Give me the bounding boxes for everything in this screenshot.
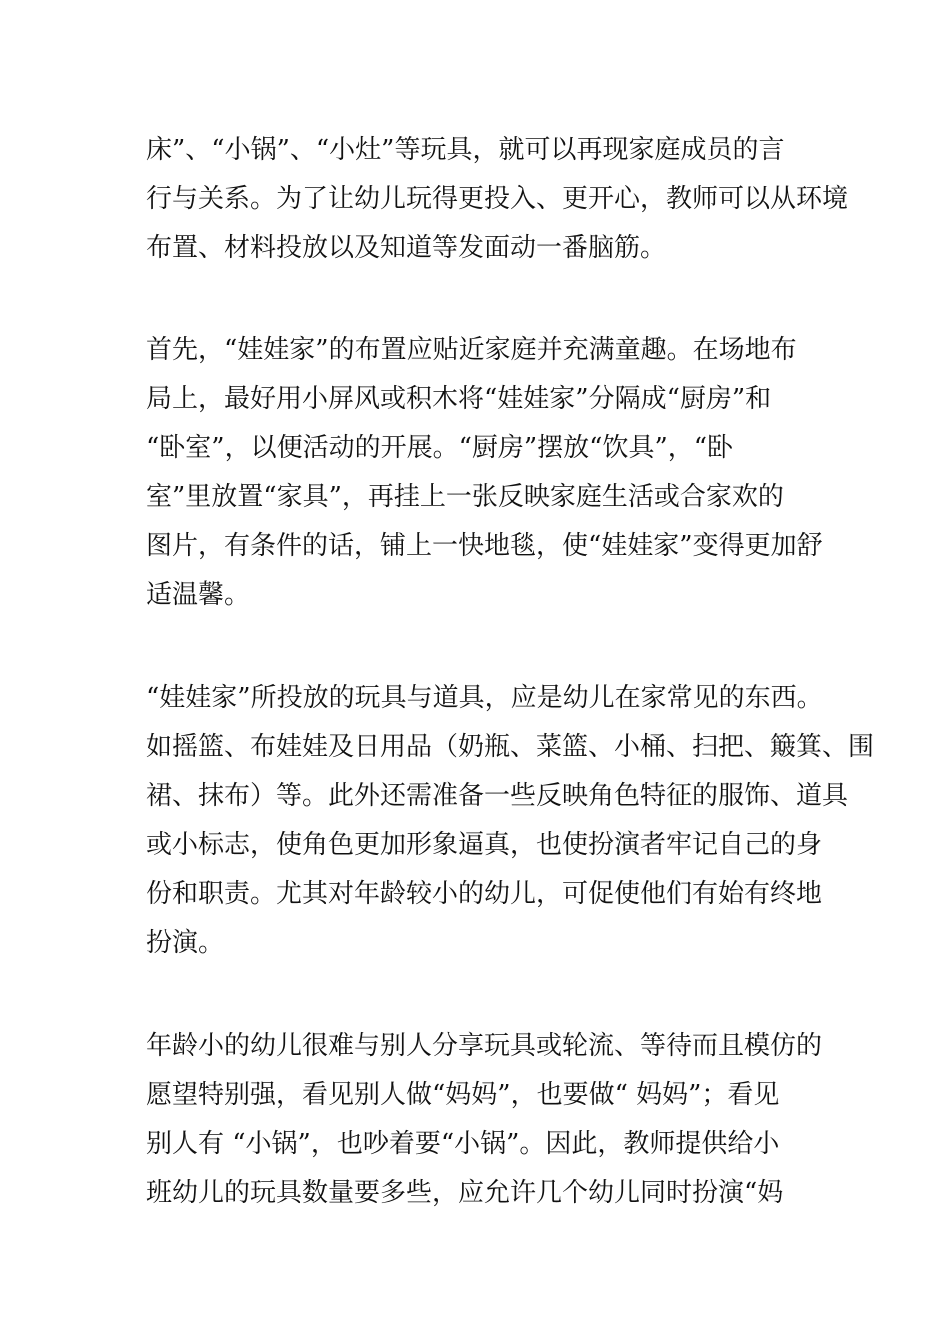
text-line: 局上，最好用小屏风或积木将“娃娃家”分隔成“厨房”和 bbox=[146, 384, 772, 414]
text-line: 室”里放置“家具”，再挂上一张反映家庭生活或合家欢的 bbox=[146, 482, 784, 512]
text-line: “娃娃家”所投放的玩具与道具，应是幼儿在家常见的东西。 bbox=[146, 683, 823, 713]
paragraph-4 bbox=[146, 1022, 823, 1218]
text-line: 裙、抹布）等。此外还需准备一些反映角色特征的服饰、道具 bbox=[146, 781, 849, 811]
paragraph-3 bbox=[146, 674, 875, 968]
text-line: 图片，有条件的话，铺上一快地毯，使“娃娃家”变得更加舒 bbox=[146, 531, 823, 561]
text-line: 别人有 “小锅”，也吵着要“小锅”。因此，教师提供给小 bbox=[146, 1129, 780, 1159]
text-line: 布置、材料投放以及知道等发面动一番脑筋。 bbox=[146, 233, 667, 263]
text-line: “卧室”，以便活动的开展。“厨房”摆放“饮具”，“卧 bbox=[146, 433, 734, 463]
paragraph-2 bbox=[146, 326, 823, 620]
text-line: 班幼儿的玩具数量要多些，应允许几个幼儿同时扮演“妈 bbox=[146, 1178, 784, 1208]
text-line: 适温馨。 bbox=[146, 580, 251, 610]
text-line: 年龄小的幼儿很难与别人分享玩具或轮流、等待而且模仿的 bbox=[146, 1031, 823, 1061]
text-line: 行与关系。为了让幼儿玩得更投入、更开心，教师可以从环境 bbox=[146, 184, 849, 214]
text-line: 如摇篮、布娃娃及日用品（奶瓶、菜篮、小桶、扫把、簸箕、围 bbox=[146, 732, 875, 762]
text-line: 份和职责。尤其对年龄较小的幼儿，可促使他们有始有终地 bbox=[146, 879, 823, 909]
text-line: 愿望特别强，看见别人做“妈妈”，也要做“ 妈妈”；看见 bbox=[146, 1080, 780, 1110]
text-line: 扮演。 bbox=[146, 928, 225, 958]
text-line: 首先，“娃娃家”的布置应贴近家庭并充满童趣。在场地布 bbox=[146, 335, 797, 365]
text-line: 床”、“小锅”、“小灶”等玩具，就可以再现家庭成员的言 bbox=[146, 135, 785, 165]
paragraph-1 bbox=[146, 126, 849, 273]
text-line: 或小标志，使角色更加形象逼真，也使扮演者牢记自己的身 bbox=[146, 830, 823, 860]
